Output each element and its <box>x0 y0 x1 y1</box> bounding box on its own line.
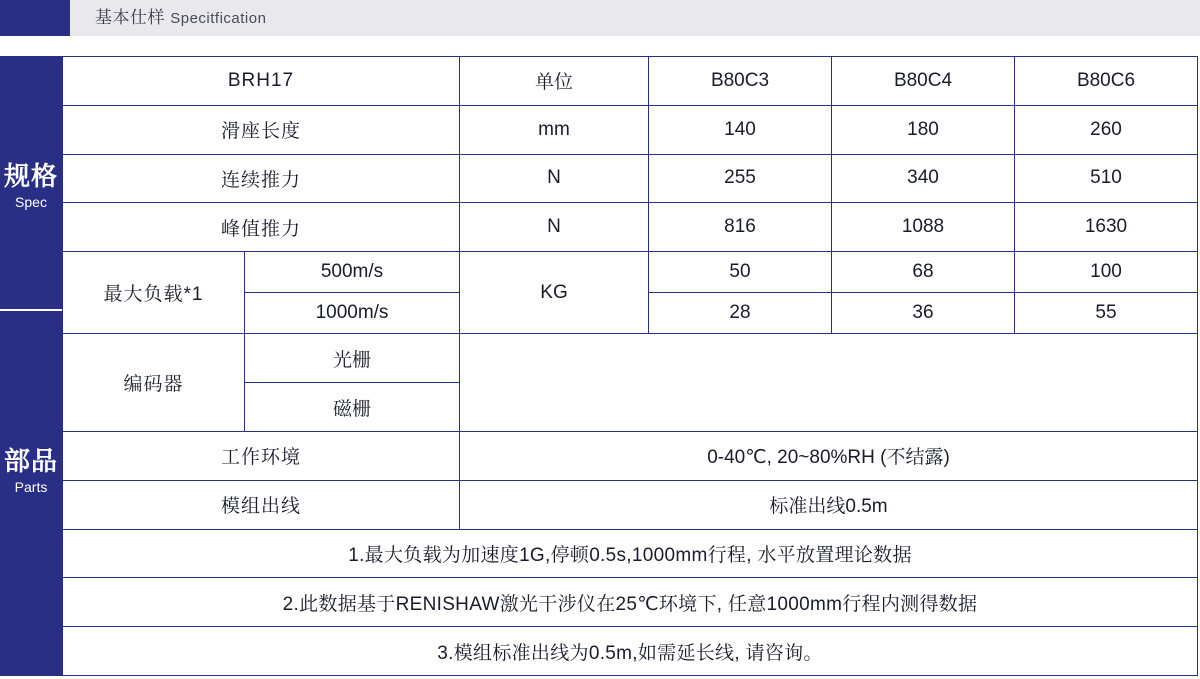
cell-peak-thrust-b80c6: 1630 <box>1015 203 1198 252</box>
header-unit: 单位 <box>460 57 649 106</box>
cell-cable-outlet-value: 标准出线0.5m <box>460 480 1198 529</box>
table-header-row <box>63 57 1198 106</box>
table-note-row <box>63 578 1198 627</box>
cell-max-load-1000-b80c6: 55 <box>1015 293 1198 334</box>
row-unit-slider-length: mm <box>460 105 649 154</box>
row-unit-peak-thrust: N <box>460 203 649 252</box>
table-row <box>63 105 1198 154</box>
row-label-max-load: 最大负载*1 <box>63 252 245 334</box>
row-label-cable-outlet: 模组出线 <box>63 480 460 529</box>
cell-encoder-empty <box>460 334 1198 432</box>
section-label-spec-en: Spec <box>15 194 47 210</box>
note-3: 3.模组标准出线为0.5m,如需延长线, 请咨询。 <box>63 627 1198 676</box>
cell-max-load-1000-b80c4: 36 <box>832 293 1015 334</box>
note-2: 2.此数据基于RENISHAW激光干涉仪在25℃环境下, 任意1000mm行程内测得数据 <box>63 578 1198 627</box>
section-label-parts-cn: 部品 <box>3 446 58 476</box>
table-row <box>63 334 1198 383</box>
cell-max-load-500-b80c4: 68 <box>832 252 1015 293</box>
section-label-spec <box>0 161 62 211</box>
cell-max-load-500-b80c6: 100 <box>1015 252 1198 293</box>
cell-continuous-thrust-b80c3: 255 <box>649 154 832 203</box>
table-row <box>63 203 1198 252</box>
table-note-row <box>63 529 1198 578</box>
row-sublabel-encoder-magnetic: 磁栅 <box>245 383 460 432</box>
row-label-slider-length: 滑座长度 <box>63 105 460 154</box>
row-unit-continuous-thrust: N <box>460 154 649 203</box>
row-label-encoder: 编码器 <box>63 334 245 432</box>
section-label-spec-cn: 规格 <box>3 161 58 191</box>
cell-continuous-thrust-b80c6: 510 <box>1015 154 1198 203</box>
row-label-continuous-thrust: 连续推力 <box>63 154 460 203</box>
page-title-cn: 基本仕样 <box>95 8 165 27</box>
cell-working-environment-value: 0-40℃, 20~80%RH (不结露) <box>460 432 1198 481</box>
table-row <box>63 432 1198 481</box>
specification-table-wrapper <box>62 56 1197 676</box>
specification-table <box>62 56 1198 676</box>
section-divider <box>0 309 62 311</box>
header-bar <box>0 0 1200 36</box>
row-label-peak-thrust: 峰值推力 <box>63 203 460 252</box>
cell-slider-length-b80c3: 140 <box>649 105 832 154</box>
section-label-parts <box>0 446 62 496</box>
cell-max-load-1000-b80c3: 28 <box>649 293 832 334</box>
note-1: 1.最大负载为加速度1G,停顿0.5s,1000mm行程, 水平放置理论数据 <box>63 529 1198 578</box>
header-accent-block <box>0 0 70 36</box>
page-title-en: Specitfication <box>170 10 267 27</box>
table-row <box>63 480 1198 529</box>
header-series-name: BRH17 <box>63 57 460 106</box>
cell-slider-length-b80c4: 180 <box>832 105 1015 154</box>
table-row <box>63 252 1198 293</box>
table-row <box>63 154 1198 203</box>
section-label-parts-en: Parts <box>14 479 48 495</box>
row-sublabel-max-load-500: 500m/s <box>245 252 460 293</box>
cell-slider-length-b80c6: 260 <box>1015 105 1198 154</box>
header-model-3: B80C6 <box>1015 57 1198 106</box>
table-note-row <box>63 627 1198 676</box>
page-title <box>95 0 266 36</box>
row-label-working-environment: 工作环境 <box>63 432 460 481</box>
cell-peak-thrust-b80c3: 816 <box>649 203 832 252</box>
row-sublabel-max-load-1000: 1000m/s <box>245 293 460 334</box>
header-model-1: B80C3 <box>649 57 832 106</box>
header-model-2: B80C4 <box>832 57 1015 106</box>
section-label-column <box>0 56 62 676</box>
row-unit-max-load: KG <box>460 252 649 334</box>
cell-max-load-500-b80c3: 50 <box>649 252 832 293</box>
cell-peak-thrust-b80c4: 1088 <box>832 203 1015 252</box>
cell-continuous-thrust-b80c4: 340 <box>832 154 1015 203</box>
row-sublabel-encoder-optical: 光栅 <box>245 334 460 383</box>
